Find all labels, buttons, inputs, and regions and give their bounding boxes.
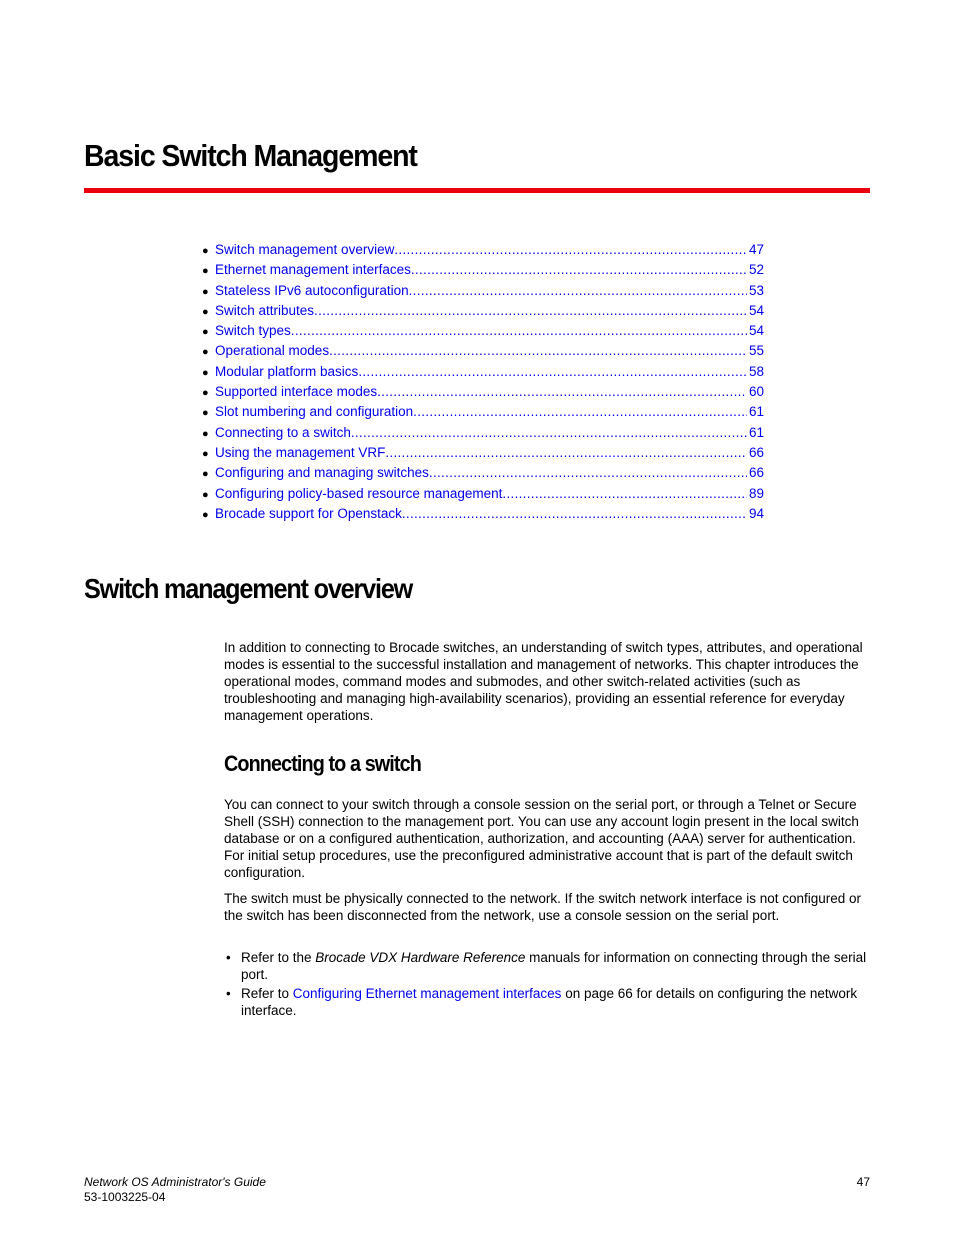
- toc-leader-dots: [351, 423, 747, 443]
- page-footer: [84, 1175, 870, 1205]
- toc-page-number[interactable]: 53: [748, 282, 764, 298]
- toc-item[interactable]: [202, 504, 764, 524]
- toc-link[interactable]: Switch management overview: [215, 242, 395, 257]
- bullet-mark: •: [226, 986, 231, 1001]
- bullet-text: Refer to the: [241, 950, 316, 965]
- toc-link[interactable]: Brocade support for Openstack: [215, 505, 402, 521]
- toc-leader-dots: [314, 301, 747, 321]
- toc-leader-dots: [413, 402, 747, 422]
- footer-page-number: 47: [856, 1175, 870, 1189]
- toc-item[interactable]: [202, 260, 764, 280]
- toc-item[interactable]: [202, 463, 764, 483]
- toc-link[interactable]: Operational modes: [215, 343, 330, 359]
- toc-page-number[interactable]: 89: [748, 485, 764, 501]
- chapter-toc: [202, 240, 764, 524]
- toc-page-number[interactable]: 58: [748, 363, 764, 379]
- toc-bullet: ●: [202, 346, 209, 359]
- chapter-title: Basic Switch Management: [84, 138, 417, 173]
- bullet-text: manuals for information on connecting through the serial port.: [241, 950, 867, 982]
- toc-link[interactable]: Supported interface modes: [215, 384, 378, 400]
- configuring-ethernet-link[interactable]: Configuring Ethernet management interfaces: [292, 986, 562, 1001]
- toc-bullet: ●: [202, 285, 209, 298]
- toc-leader-dots: [291, 321, 747, 341]
- toc-item[interactable]: [202, 281, 764, 301]
- toc-link[interactable]: Configuring and managing switches: [215, 465, 429, 481]
- connecting-bullet-list: [224, 949, 870, 1021]
- toc-page-number[interactable]: 54: [748, 302, 764, 318]
- toc-bullet: ●: [202, 447, 209, 460]
- toc-link[interactable]: Switch attributes: [215, 302, 315, 318]
- toc-bullet: ●: [202, 468, 209, 481]
- toc-leader-dots: [385, 443, 747, 463]
- toc-bullet: ●: [202, 245, 209, 257]
- toc-leader-dots: [394, 240, 747, 260]
- toc-bullet: ●: [202, 427, 209, 440]
- chapter-title-rule: [84, 188, 870, 193]
- toc-bullet: ●: [202, 305, 209, 318]
- toc-link[interactable]: Slot numbering and configuration: [215, 404, 414, 420]
- toc-page-number[interactable]: 55: [748, 343, 764, 359]
- toc-item[interactable]: [202, 382, 764, 402]
- toc-bullet: ●: [202, 265, 209, 278]
- toc-item[interactable]: [202, 443, 764, 463]
- toc-bullet: ●: [202, 508, 209, 521]
- toc-item[interactable]: [202, 423, 764, 443]
- bullet-text: on page 66 for details on configuring the network interface.: [241, 986, 858, 1018]
- toc-item[interactable]: [202, 402, 764, 422]
- toc-bullet: ●: [202, 326, 209, 339]
- bullet-item-hardware-reference: [224, 949, 870, 983]
- section-title-overview: Switch management overview: [84, 573, 413, 604]
- toc-page-number[interactable]: 94: [748, 505, 764, 521]
- toc-page-number[interactable]: 66: [748, 444, 764, 460]
- toc-link[interactable]: Using the management VRF: [215, 444, 386, 460]
- bullet-mark: •: [226, 950, 231, 965]
- toc-item[interactable]: [202, 240, 764, 260]
- toc-leader-dots: [329, 341, 747, 361]
- toc-page-number[interactable]: 47: [748, 242, 764, 257]
- toc-leader-dots: [409, 281, 747, 301]
- toc-page-number[interactable]: 61: [748, 404, 764, 420]
- toc-item[interactable]: [202, 341, 764, 361]
- toc-link[interactable]: Ethernet management interfaces: [215, 262, 411, 278]
- toc-leader-dots: [377, 382, 747, 402]
- toc-leader-dots: [502, 484, 747, 504]
- connecting-paragraph-2: The switch must be physically connected to the network. If the switch network interface is not configured or the switch has been disconnected from the network, use a console session on the serial port.: [224, 891, 862, 923]
- toc-item[interactable]: [202, 362, 764, 382]
- toc-leader-dots: [411, 260, 747, 280]
- toc-page-number[interactable]: 54: [748, 323, 764, 339]
- toc-link[interactable]: Stateless IPv6 autoconfiguration: [215, 282, 409, 298]
- overview-intro-paragraph: In addition to connecting to Brocade switches, an understanding of switch types, attributes, and operational modes is essential to the successful installation and management of networks. This chapter introduces the operational modes, command modes and submodes, and other switch-related activities (such as troubleshooting and managing high-availability scenarios), providing an essential reference for everyday management operations.: [224, 640, 863, 723]
- toc-page-number[interactable]: 52: [748, 262, 764, 278]
- toc-leader-dots: [358, 362, 747, 382]
- toc-bullet: ●: [202, 366, 209, 379]
- toc-page-number[interactable]: 66: [748, 465, 764, 481]
- toc-item[interactable]: [202, 301, 764, 321]
- toc-bullet: ●: [202, 488, 209, 501]
- bullet-text: Refer to: [241, 986, 293, 1001]
- toc-leader-dots: [402, 504, 747, 524]
- footer-doc-title: Network OS Administrator's Guide: [84, 1175, 266, 1189]
- toc-link[interactable]: Connecting to a switch: [215, 424, 351, 440]
- toc-leader-dots: [429, 463, 747, 483]
- toc-link[interactable]: Switch types: [215, 323, 291, 339]
- toc-page-number[interactable]: 60: [748, 384, 764, 400]
- connecting-paragraph-1: You can connect to your switch through a console session on the serial port, or through a Telnet or Secure Shell (SSH) connection to the management port. You can use any account login present in the local switch database or on a configured authentication, authorization, and accounting (AAA) server for authentication. For initial setup procedures, use the preconfigured administrative account that is part of the default switch configuration.: [224, 797, 859, 880]
- toc-link[interactable]: Modular platform basics: [215, 363, 359, 379]
- hardware-reference-title: Brocade VDX Hardware Reference: [315, 950, 526, 965]
- bullet-item-ethernet-config: [224, 985, 870, 1019]
- toc-item[interactable]: [202, 321, 764, 341]
- subsection-title-connecting: Connecting to a switch: [224, 751, 421, 776]
- toc-item[interactable]: [202, 484, 764, 504]
- toc-bullet: ●: [202, 387, 209, 400]
- footer-doc-number: 53-1003225-04: [84, 1190, 166, 1204]
- toc-page-number[interactable]: 61: [748, 424, 764, 440]
- toc-bullet: ●: [202, 407, 209, 420]
- toc-link[interactable]: Configuring policy-based resource management: [215, 485, 503, 501]
